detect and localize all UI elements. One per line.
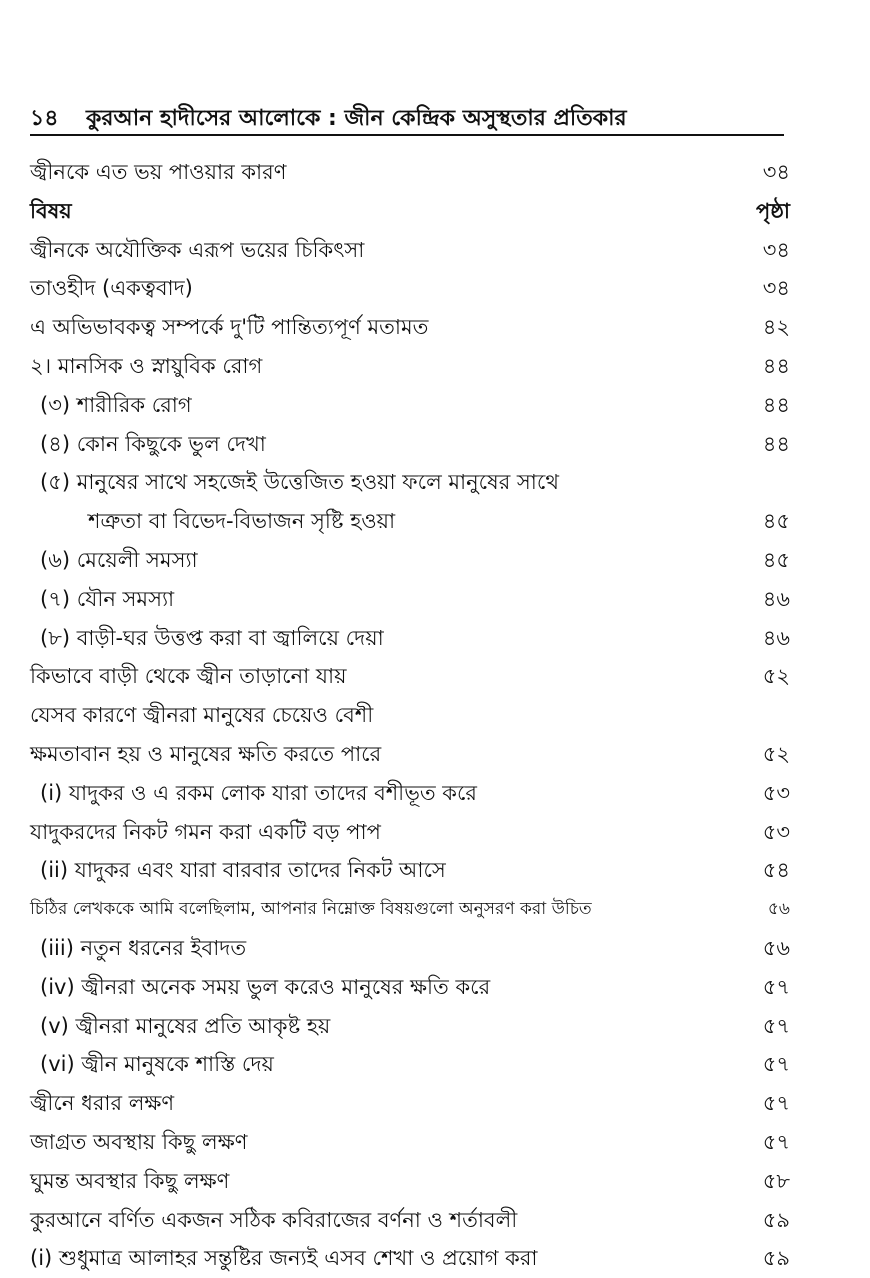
toc-entry-title: (৭) যৌন সমস্যা <box>40 586 175 611</box>
toc-entry-title: ঘুমন্ত অবস্থার কিছু লক্ষণ <box>30 1168 230 1193</box>
toc-entry <box>30 580 790 619</box>
toc-entry <box>30 619 790 658</box>
running-header <box>30 104 784 136</box>
toc-entry-title: (iv) জ্বীনরা অনেক সময় ভুল করেও মানুষের ক্ষতি করে <box>40 974 491 999</box>
toc-entry-title: (৮) বাড়ী-ঘর উত্তপ্ত করা বা জ্বালিয়ে দেয়া <box>40 625 384 650</box>
toc-entry <box>30 657 790 696</box>
toc-entry-page: ৫৭ <box>762 1091 790 1116</box>
toc-entry-title: ক্ষমতাবান হয় ও মানুষের ক্ষতি করতে পারে <box>30 741 382 766</box>
toc-entry-title: জ্বীনে ধরার লক্ষণ <box>30 1091 175 1116</box>
toc-entry-title: জ্বীনকে অযৌক্তিক এরূপ ভয়ের চিকিৎসা <box>30 237 365 262</box>
toc-entry-page: পৃষ্ঠা <box>755 198 790 223</box>
toc-entry-page: ৪৪ <box>762 392 790 417</box>
toc-entry-page: ৫৩ <box>762 780 790 805</box>
toc-entry-title: (৬) মেয়েলী সমস্যা <box>40 547 198 572</box>
toc-entry <box>30 890 790 929</box>
toc-entry <box>30 269 790 308</box>
toc-entry <box>30 308 790 347</box>
toc-entry-page: ৪৫ <box>762 509 790 534</box>
toc-entry <box>30 502 790 541</box>
toc-entry-page: ৫৯ <box>762 1207 790 1232</box>
toc-entry <box>30 1007 790 1046</box>
toc-entry-page: ৫৬ <box>762 935 790 960</box>
toc-entry-page: ৫৬ <box>767 899 790 920</box>
page-number: ১৪ <box>30 106 59 131</box>
toc-entry-title: (ii) যাদুকর এবং যারা বারবার তাদের নিকট আসে <box>40 858 446 883</box>
toc-entry-title: তাওহীদ (একত্ববাদ) <box>30 276 193 301</box>
toc-entry-page: ৫২ <box>762 664 790 689</box>
toc-entry-title: জ্বীনকে এত ভয় পাওয়ার কারণ <box>30 160 287 184</box>
table-of-contents <box>30 153 790 1278</box>
toc-entry-page: ৪৬ <box>762 586 790 611</box>
toc-entry-page: ৪৪ <box>762 353 790 378</box>
toc-entry <box>30 347 790 386</box>
toc-entry-page: ৪৫ <box>762 547 790 572</box>
toc-entry-title: (৩) শারীরিক রোগ <box>40 392 192 417</box>
toc-entry-title: যাদুকরদের নিকট গমন করা একটি বড় পাপ <box>30 819 381 844</box>
toc-entry <box>30 541 790 580</box>
toc-entry-page: ৩৪ <box>762 160 790 184</box>
toc-entry-page: ৩৪ <box>762 237 790 262</box>
toc-entry-page: ৪৪ <box>762 431 790 456</box>
toc-entry-page: ৫৭ <box>762 1052 790 1077</box>
toc-entry-title: (i) যাদুকর ও এ রকম লোক যারা তাদের বশীভূত করে <box>40 780 477 805</box>
toc-entry-page: ৪২ <box>762 315 790 340</box>
toc-entry <box>30 1084 790 1123</box>
toc-entry-page: ৫২ <box>762 741 790 766</box>
toc-entry-page: ৫৭ <box>762 974 790 999</box>
toc-entry <box>30 153 790 192</box>
toc-entry-page: ৫৩ <box>762 819 790 844</box>
toc-entry <box>30 735 790 774</box>
toc-entry-title: কিভাবে বাড়ী থেকে জ্বীন তাড়ানো যায় <box>30 664 347 689</box>
toc-entry <box>30 463 790 502</box>
toc-entry <box>30 696 790 735</box>
book-title: কুরআন হাদীসের আলোকে : জীন কেন্দ্রিক অসুস্থতার প্রতিকার <box>86 106 627 131</box>
toc-entry-page: ৫৮ <box>762 1168 790 1193</box>
toc-entry-page: ৩৪ <box>762 276 790 301</box>
toc-entry-title: (v) জ্বীনরা মানুষের প্রতি আকৃষ্ট হয় <box>40 1013 331 1038</box>
toc-entry-title: (৫) মানুষের সাথে সহজেই উত্তেজিত হওয়া ফলে মানুষের সাথে <box>40 470 559 495</box>
toc-entry <box>30 231 790 270</box>
toc-entry-title: শত্রুতা বা বিভেদ-বিভাজন সৃষ্টি হওয়া <box>88 509 396 534</box>
toc-entry <box>30 813 790 852</box>
toc-entry-title: ২। মানসিক ও স্নায়ুবিক রোগ <box>30 353 263 378</box>
toc-entry-title: (vi) জ্বীন মানুষকে শাস্তি দেয় <box>40 1052 274 1077</box>
toc-entry-page: ৫৪ <box>762 858 790 883</box>
toc-column-headings <box>30 192 790 231</box>
toc-entry <box>30 425 790 464</box>
toc-entry-page: ৪৬ <box>762 625 790 650</box>
toc-entry-title: (iii) নতুন ধরনের ইবাদত <box>40 935 247 960</box>
toc-entry <box>30 1201 790 1240</box>
toc-entry <box>30 774 790 813</box>
toc-entry-title: (৪) কোন কিছুকে ভুল দেখা <box>40 431 266 456</box>
toc-entry-page: ৫৯ <box>762 1246 790 1271</box>
toc-entry <box>30 1239 790 1278</box>
toc-entry <box>30 1045 790 1084</box>
toc-entry-title: (i) শুধুমাত্র আলাহর সন্তুষ্টির জন্যই এসব শেখা ও প্রয়োগ করা <box>30 1246 538 1271</box>
toc-entry <box>30 929 790 968</box>
toc-entry <box>30 851 790 890</box>
toc-entry-page: ৫৭ <box>762 1013 790 1038</box>
toc-entry-title: বিষয় <box>30 198 72 223</box>
toc-entry-page: ৫৭ <box>762 1129 790 1154</box>
toc-entry <box>30 386 790 425</box>
toc-entry-title: চিঠির লেখককে আমি বলেছিলাম, আপনার নিম্নোক্ত বিষয়গুলো অনুসরণ করা উচিত <box>30 899 592 920</box>
toc-entry <box>30 968 790 1007</box>
toc-entry-title: জাগ্রত অবস্থায় কিছু লক্ষণ <box>30 1129 248 1154</box>
toc-entry-title: কুরআনে বর্ণিত একজন সঠিক কবিরাজের বর্ণনা ও শর্তাবলী <box>30 1207 518 1232</box>
toc-entry <box>30 1123 790 1162</box>
toc-entry-title: যেসব কারণে জ্বীনরা মানুষের চেয়েও বেশী <box>30 703 374 728</box>
toc-entry-title: এ অভিভাবকত্ব সম্পর্কে দু'টি পান্তিত্যপূর্ণ মতামত <box>30 315 429 340</box>
toc-entry <box>30 1162 790 1201</box>
